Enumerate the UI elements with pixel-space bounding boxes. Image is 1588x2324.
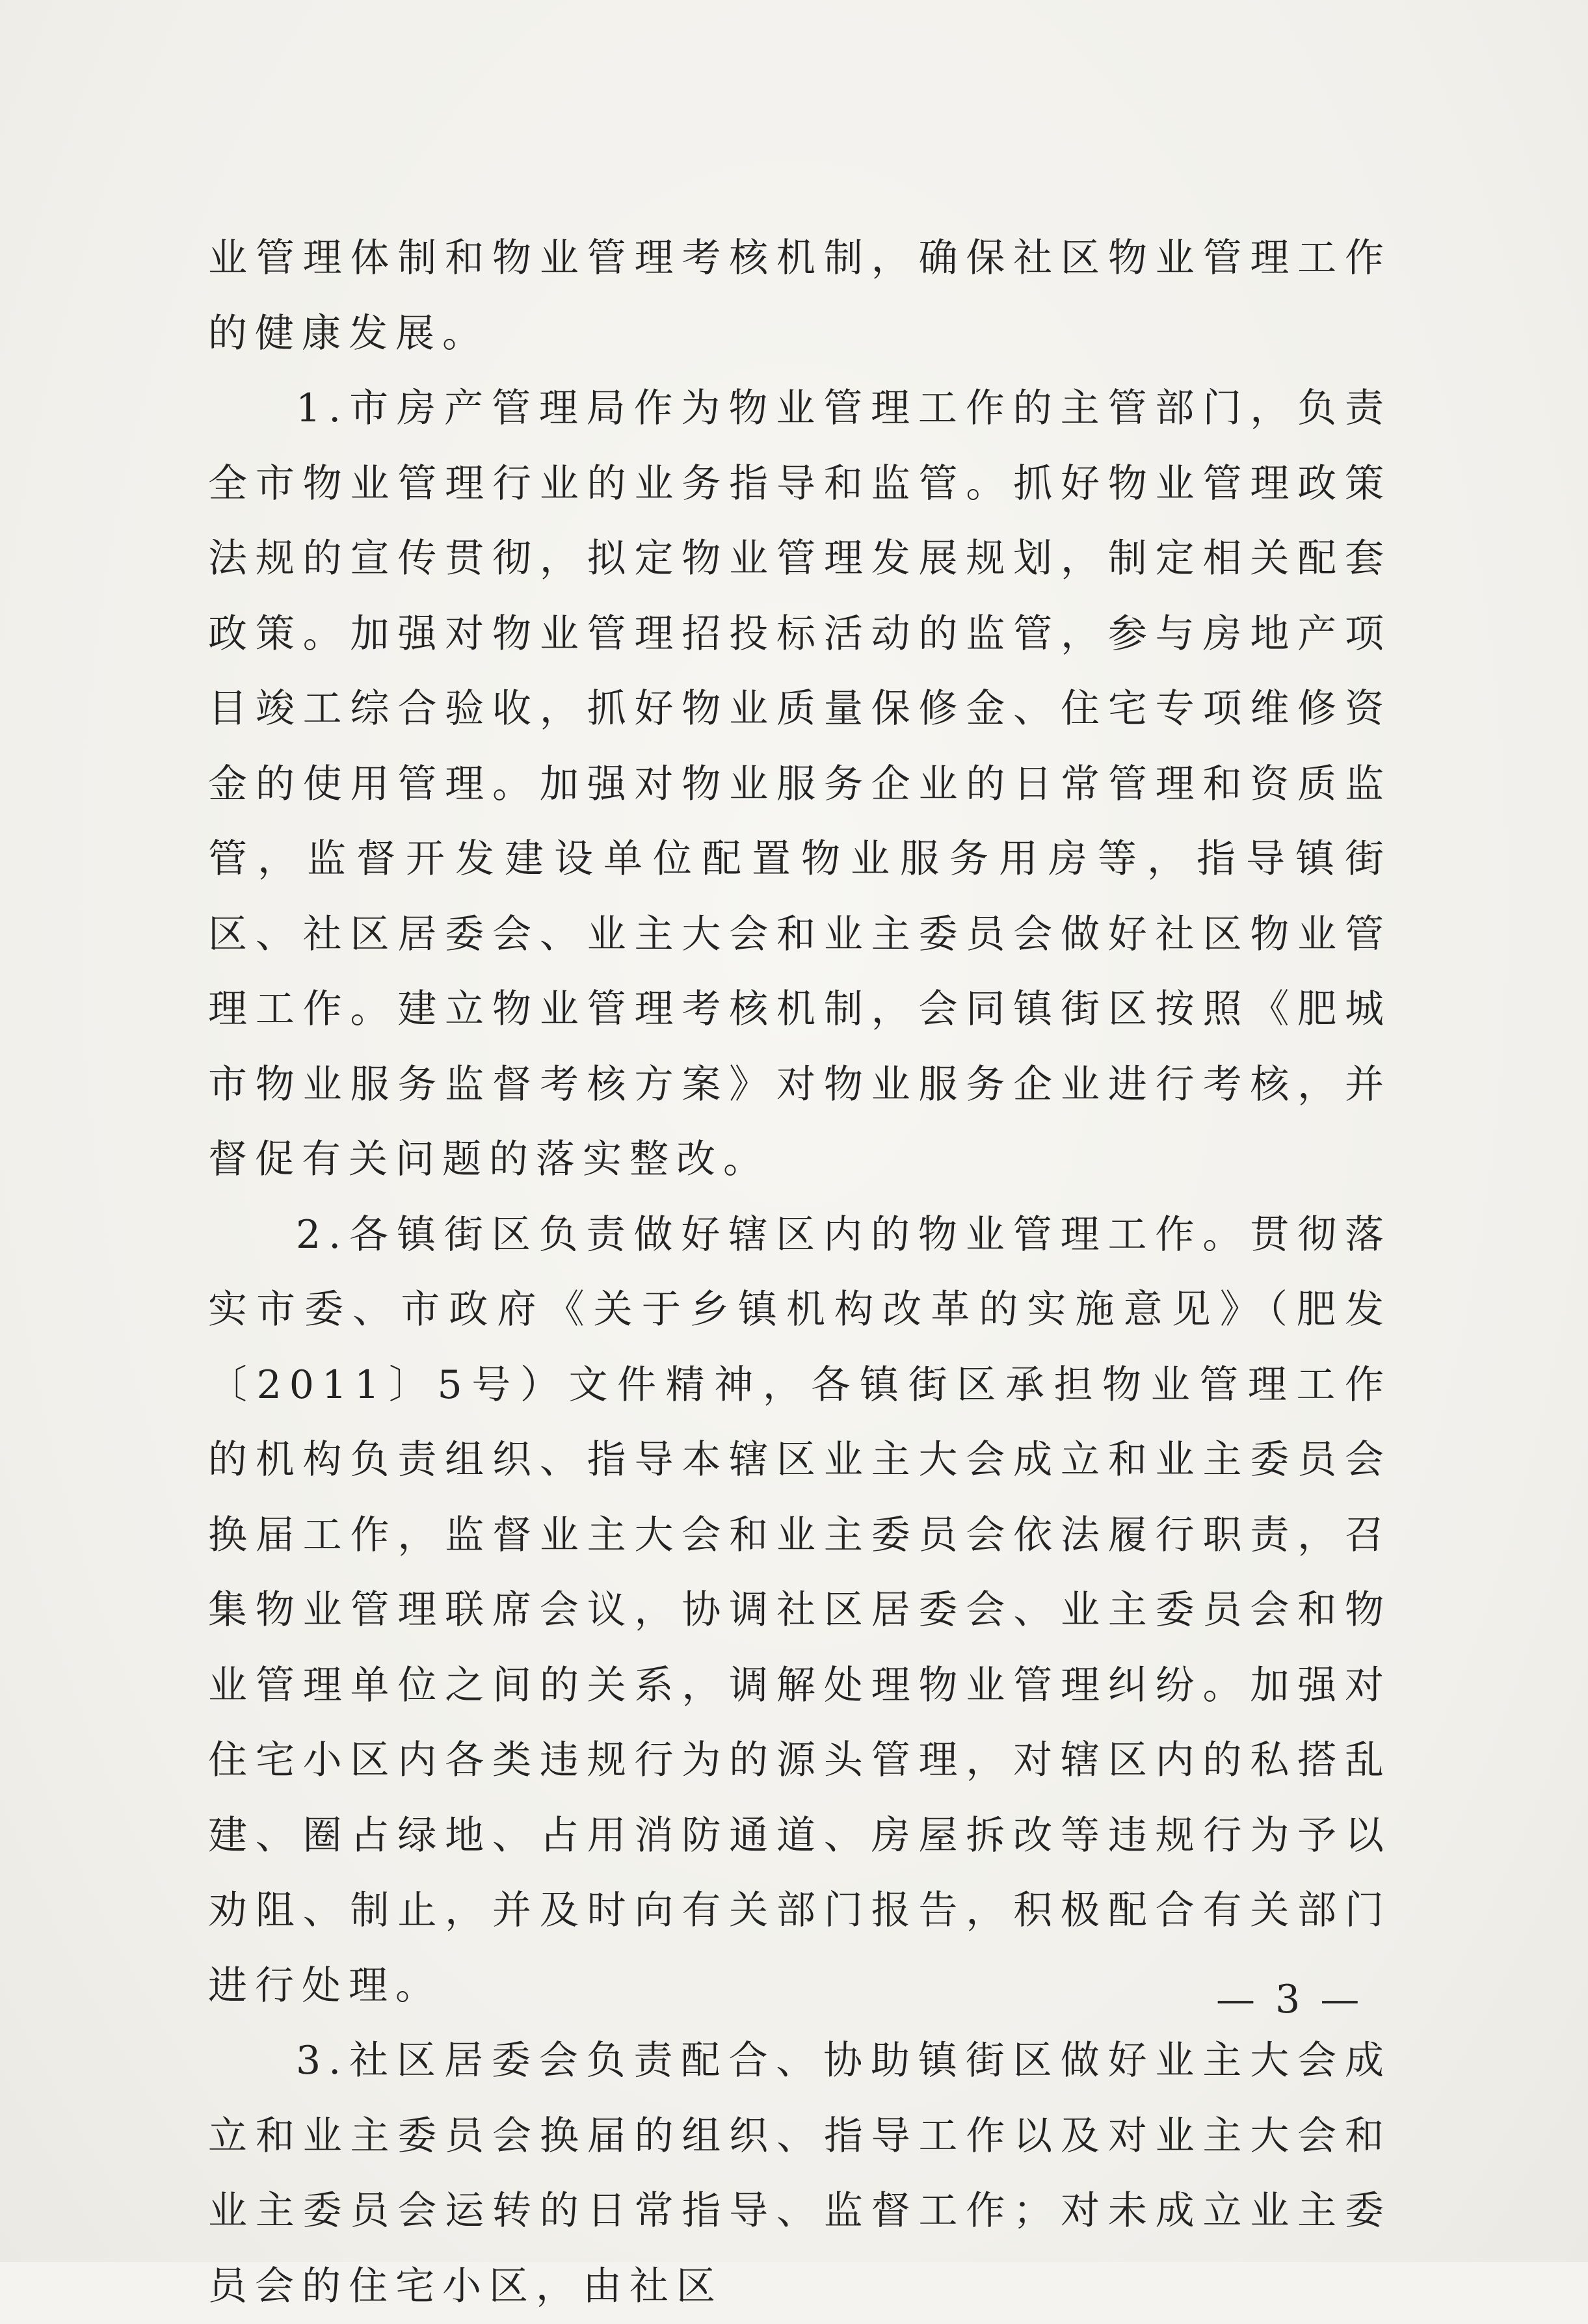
body-text	[208, 221, 1392, 2324]
paragraph-item-2: 2.各镇街区负责做好辖区内的物业管理工作。贯彻落实市委、市政府《关于乡镇机构改革的实施意见》（肥发〔2011〕5号）文件精神，各镇街区承担物业管理工作的机构负责组织、指导本辖区业主大会成立和业主委员会换届工作，监督业主大会和业主委员会依法履行职责，召集物业管理联席会议，协调社区居委会、业主委员会和物业管理单位之间的关系，调解处理物业管理纠纷。加强对住宅小区内各类违规行为的源头管理，对辖区内的私搭乱建、圈占绿地、占用消防通道、房屋拆改等违规行为予以劝阻、制止，并及时向有关部门报告，积极配合有关部门进行处理。	[208, 1211, 1392, 2009]
paragraph-item-1: 1.市房产管理局作为物业管理工作的主管部门，负责全市物业管理行业的业务指导和监管。抓好物业管理政策法规的宣传贯彻，拟定物业管理发展规划，制定相关配套政策。加强对物业管理招投标活动的监管，参与房地产项目竣工综合验收，抓好物业质量保修金、住宅专项维修资金的使用管理。加强对物业服务企业的日常管理和资质监管，监督开发建设单位配置物业服务用房等，指导镇街区、社区居委会、业主大会和业主委员会做好社区物业管理工作。建立物业管理考核机制，会同镇街区按照《肥城市物业服务监督考核方案》对物业服务企业进行考核，并督促有关问题的落实整改。	[208, 386, 1392, 1182]
page-number: — 3 —	[1216, 1977, 1364, 2022]
paragraph-intro-continuation: 业管理体制和物业管理考核机制，确保社区物业管理工作的健康发展。	[208, 235, 1392, 356]
paragraph-item-3: 3.社区居委会负责配合、协助镇街区做好业主大会成立和业主委员会换届的组织、指导工作以及对业主大会和业主委员会运转的日常指导、监督工作；对未成立业主委员会的住宅小区，由社区	[208, 2038, 1392, 2309]
